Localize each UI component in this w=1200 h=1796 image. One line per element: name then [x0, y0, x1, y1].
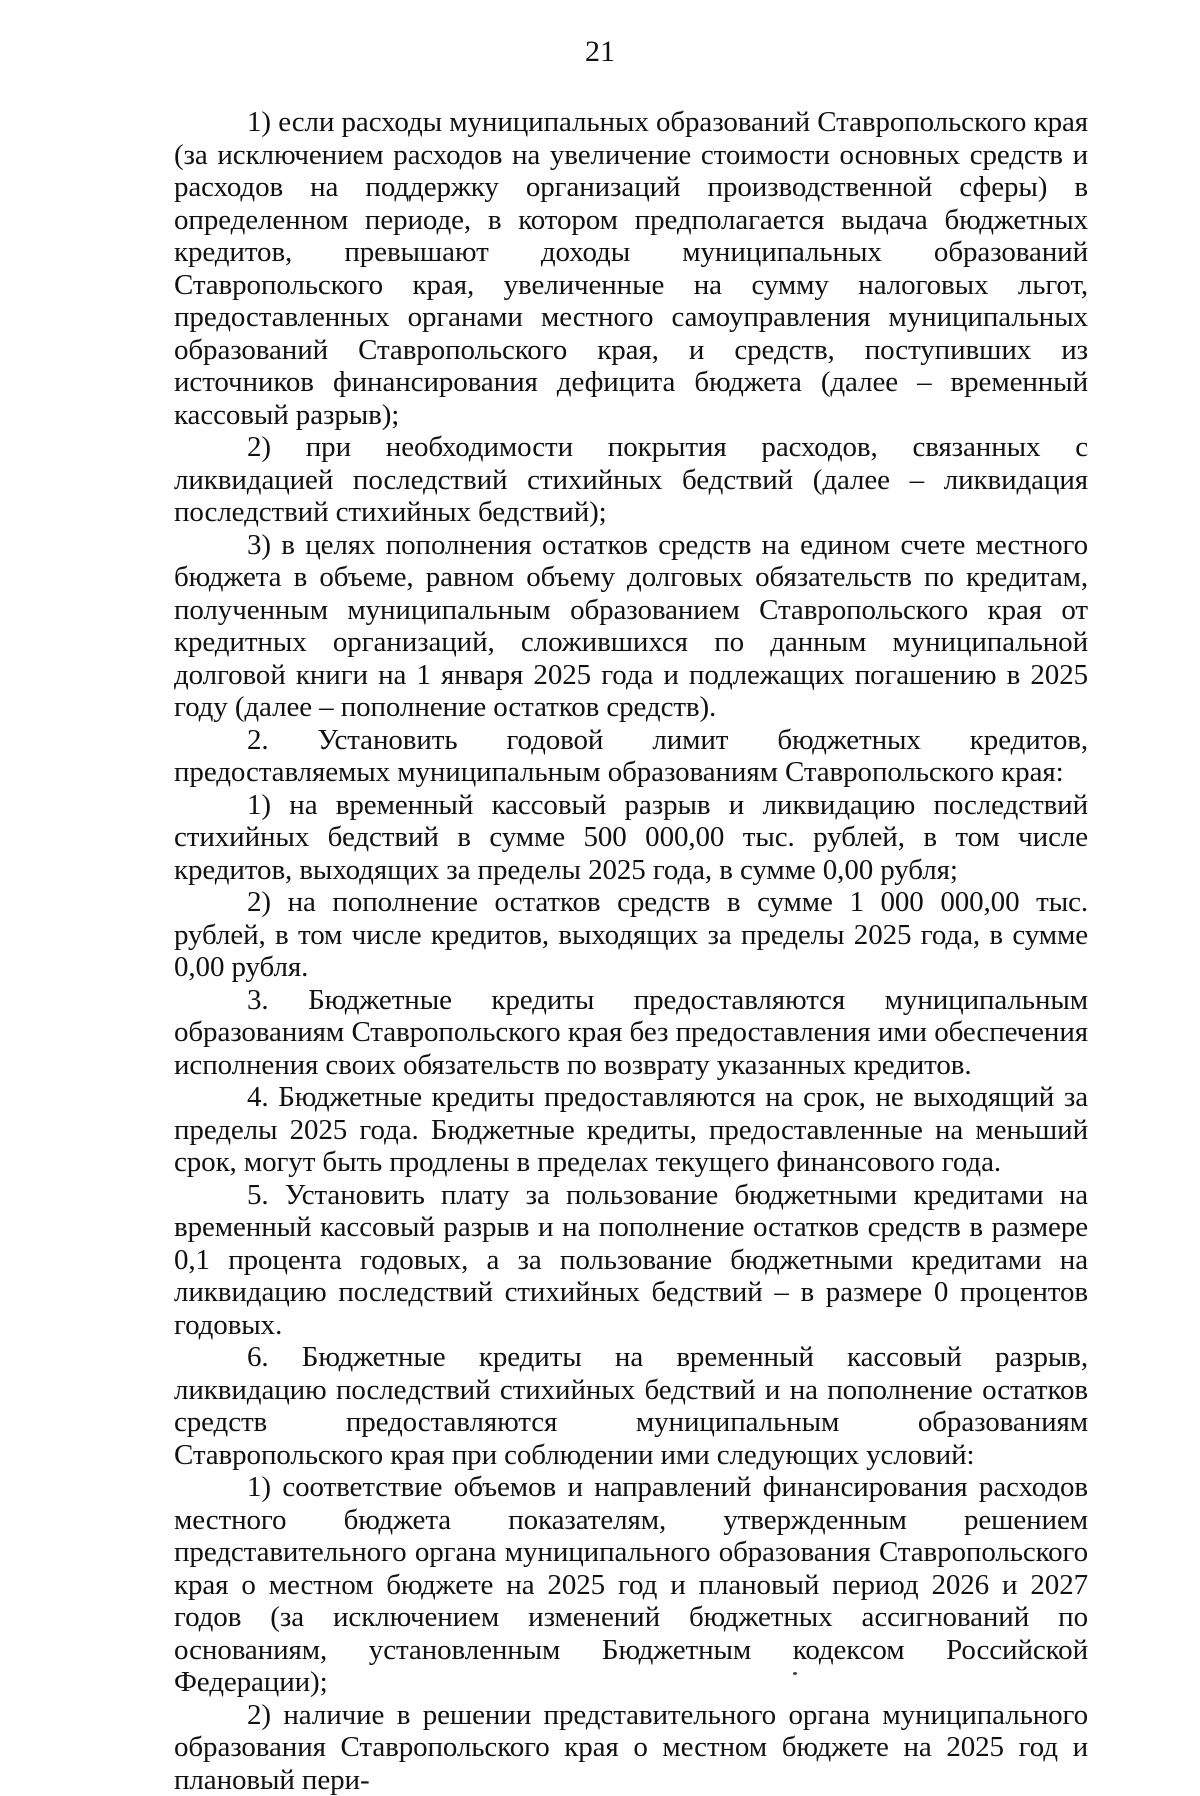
paragraph-4-credit-term: 4. Бюджетные кредиты предоставляются на срок, не выходящий за пределы 2025 года. Бюджетные кредиты, предоставленные на меньший срок, могут быть продлены в пределах текущего финансового года. — [174, 1081, 1088, 1179]
document-body — [174, 106, 1088, 1796]
paragraph-2-1-limit-cash-gap: 1) на временный кассовый разрыв и ликвидацию последствий стихийных бедствий в сумме 500 000,00 тыс. рублей, в том числе кредитов, выходящих за пределы 2025 года, в сумме 0,00 рубля; — [174, 789, 1088, 887]
paragraph-1-2-disaster-liquidation: 2) при необходимости покрытия расходов, связанных с ликвидацией последствий стихийных бедствий (далее – ликвидация последствий стихийных бедствий); — [174, 431, 1088, 529]
paragraph-2-2-limit-replenishment: 2) на пополнение остатков средств в сумме 1 000 000,00 тыс. рублей, в том числе кредитов, выходящих за пределы 2025 года, в сумме 0,00 рубля. — [174, 886, 1088, 984]
scan-speck — [793, 1672, 797, 1675]
page-number: 21 — [0, 34, 1200, 70]
paragraph-5-interest-fee: 5. Установить плату за пользование бюджетными кредитами на временный кассовый разрыв и на пополнение остатков средств в размере 0,1 процента годовых, а за пользование бюджетными кредитами на ликвидацию последствий стихийных бедствий – в размере 0 процентов годовых. — [174, 1179, 1088, 1342]
paragraph-6-conditions: 6. Бюджетные кредиты на временный кассовый разрыв, ликвидацию последствий стихийных бедствий и на пополнение остатков средств предоставляются муниципальным образованиям Ставропольского края при соблюдении ими следующих условий: — [174, 1341, 1088, 1471]
paragraph-6-1-budget-compliance: 1) соответствие объемов и направлений финансирования расходов местного бюджета показателям, утвержденным решением представительного органа муниципального образования Ставропольского края о местном бюджете на 2025 год и плановый период 2026 и 2027 годов (за исключением изменений бюджетных ассигнований по основаниям, установленным Бюджетным кодексом Российской Федерации); — [174, 1471, 1088, 1699]
paragraph-1-3-balance-replenishment: 3) в целях пополнения остатков средств на едином счете местного бюджета в объеме, равном объему долговых обязательств по кредитам, полученным муниципальным образованием Ставропольского края от кредитных организаций, сложившихся по данным муниципальной долговой книги на 1 января 2025 года и подлежащих погашению в 2025 году (далее – пополнение остатков средств). — [174, 529, 1088, 724]
paragraph-2-annual-limit: 2. Установить годовой лимит бюджетных кредитов, предоставляемых муниципальным образованиям Ставропольского края: — [174, 724, 1088, 789]
paragraph-1-1-temporary-cash-gap: 1) если расходы муниципальных образований Ставропольского края (за исключением расходов на увеличение стоимости основных средств и расходов на поддержку организаций производственной сферы) в определенном периоде, в котором предполагается выдача бюджетных кредитов, превышают доходы муниципальных образований Ставропольского края, увеличенные на сумму налоговых льгот, предоставленных органами местного самоуправления муниципальных образований Ставропольского края, и средств, поступивших из источников финансирования дефицита бюджета (далее – временный кассовый разрыв); — [174, 106, 1088, 431]
paragraph-3-no-collateral: 3. Бюджетные кредиты предоставляются муниципальным образованиям Ставропольского края без предоставления ими обеспечения исполнения своих обязательств по возврату указанных кредитов. — [174, 984, 1088, 1082]
paragraph-6-2-budget-decision: 2) наличие в решении представительного органа муниципального образования Ставропольского края о местном бюджете на 2025 год и плановый пери- — [174, 1699, 1088, 1796]
